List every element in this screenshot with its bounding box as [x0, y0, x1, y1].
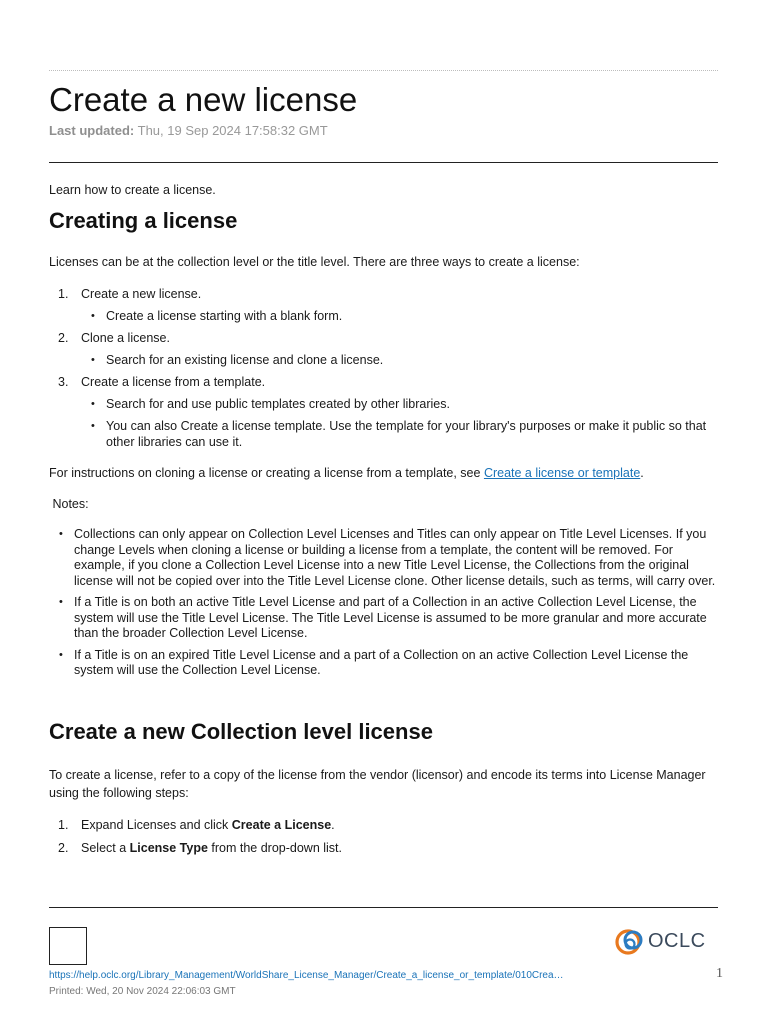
step-pre: Expand Licenses and click	[81, 818, 232, 832]
sub-list	[81, 396, 719, 450]
section1-lead: Licenses can be at the collection level or the title level. There are three ways to create a license:	[49, 255, 580, 269]
sub-list	[81, 352, 719, 368]
step-label: Create a new license.	[81, 287, 202, 301]
step-pre: Select a	[81, 841, 130, 855]
step-label: Create a license from a template.	[81, 375, 266, 389]
last-updated-label: Last updated:	[49, 123, 135, 138]
list-item: • If a Title is on an expired Title Level License and a part of a Collection on an active Collection Level License the system will use the Collection Level License.	[49, 648, 719, 679]
step-number: 1.	[58, 287, 69, 301]
last-updated	[49, 122, 328, 140]
creation-methods-list	[49, 286, 719, 456]
collection-license-steps	[49, 817, 719, 862]
last-updated-value: Thu, 19 Sep 2024 17:58:32 GMT	[137, 123, 328, 138]
instructions-text	[49, 465, 719, 481]
list-item	[49, 374, 719, 450]
step-post: from the drop-down list.	[207, 841, 343, 855]
page-title: Create a new license	[49, 81, 358, 118]
sub-list-item: • Create a license starting with a blank form.	[81, 308, 719, 324]
create-license-or-template-link[interactable]: Create a license or template	[483, 466, 641, 480]
step-number: 3.	[58, 375, 69, 389]
section-heading-collection-license: Create a new Collection level license	[49, 719, 433, 744]
instructions-prefix: For instructions on cloning a license or creating a license from a template, see	[49, 466, 484, 480]
step-number: 2.	[58, 331, 69, 345]
top-dotted-rule	[49, 70, 718, 71]
step-post: .	[331, 818, 335, 832]
sub-list	[81, 308, 719, 324]
page-number: 1	[716, 966, 723, 981]
oclc-logo-icon	[615, 925, 647, 957]
step-bold: License Type	[129, 841, 208, 855]
list-item	[49, 840, 719, 856]
step-label: Clone a license.	[81, 331, 170, 345]
step-number: 2.	[58, 841, 69, 855]
list-item	[49, 817, 719, 833]
instructions-suffix: .	[640, 466, 644, 480]
section-heading-creating: Creating a license	[49, 208, 238, 233]
step-bold: Create a License	[231, 818, 332, 832]
oclc-logo	[615, 925, 707, 959]
printed-timestamp: Printed: Wed, 20 Nov 2024 22:06:03 GMT	[49, 986, 236, 997]
header-rule	[49, 162, 718, 163]
intro-text: Learn how to create a license.	[49, 183, 216, 197]
sub-list-item: • Search for an existing license and clone a license.	[81, 352, 719, 368]
section2-lead: To create a license, refer to a copy of the license from the vendor (licensor) and encode its terms into License Manager using the following steps:	[49, 768, 706, 800]
notes-list	[49, 527, 719, 685]
qr-placeholder-box	[49, 927, 87, 965]
list-item	[49, 330, 719, 368]
sub-list-item: • Search for and use public templates created by other libraries.	[81, 396, 719, 412]
notes-label: Notes:	[49, 497, 89, 511]
list-item: • Collections can only appear on Collection Level Licenses and Titles can only appear on Title Level Licenses. If you change Levels when cloning a license or building a license from a template, the content will be removed. For example, if you clone a Collection Level License into a new Title Level License, the Collections from the original license will not be copied over into the Title Level License clone. Other license details, such as terms, will carry over.	[49, 527, 719, 589]
step-number: 1.	[58, 818, 69, 832]
sub-list-item: • You can also Create a license template. Use the template for your library's purposes or make it public so that other libraries can use it.	[81, 418, 719, 450]
list-item: • If a Title is on both an active Title Level License and part of a Collection in an active Collection Level License, the system will use the Title Level License. The Title Level License is assumed to be more granular and more accurate than the broader Collection Level License.	[49, 595, 719, 642]
page-url-link[interactable]: https://help.oclc.org/Library_Management/WorldShare_License_Manager/Create_a_license_or_template/010Crea…	[49, 970, 564, 981]
footer-rule	[49, 907, 718, 908]
logo-text: OCLC	[648, 930, 706, 952]
list-item	[49, 286, 719, 324]
